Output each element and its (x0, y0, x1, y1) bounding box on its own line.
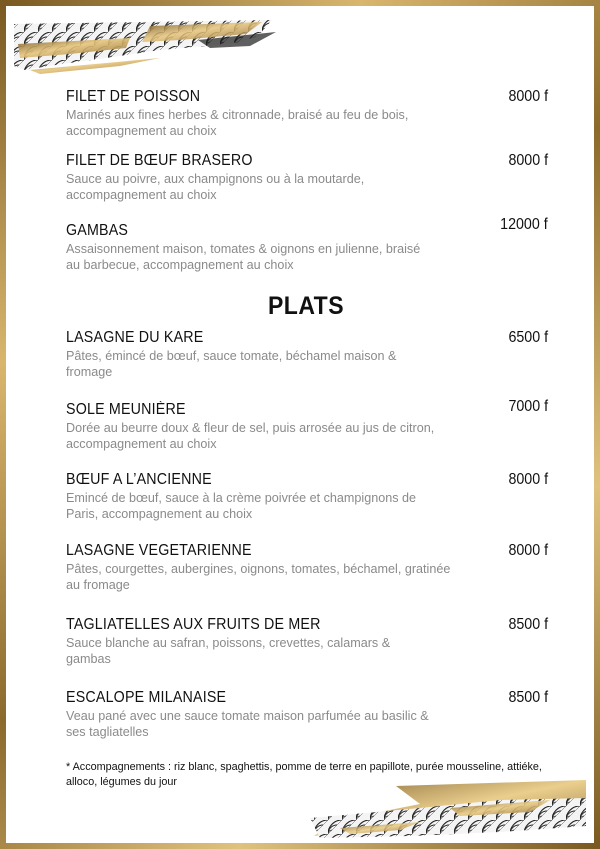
item-name: BŒUF A L’ANCIENNE (66, 471, 212, 488)
item-name: FILET DE BŒUF BRASERO (66, 152, 253, 169)
item-name: LASAGNE DU KARE (66, 329, 204, 346)
item-description: Pâtes, émincé de bœuf, sauce tomate, béchamel maison & fromage (66, 349, 397, 379)
item-price: 8000 f (508, 471, 548, 488)
item-price: 6500 f (508, 329, 548, 346)
item-name: TAGLIATELLES AUX FRUITS DE MER (66, 616, 321, 633)
item-description: Dorée au beurre doux & fleur de sel, puis arrosée au jus de citron, accompagnement au choix (66, 421, 435, 451)
item-price: 12000 f (500, 216, 548, 233)
gold-fan-ornament-top-icon (10, 18, 280, 76)
item-description: Veau pané avec une sauce tomate maison parfumée au basilic & ses tagliatelles (66, 709, 429, 739)
item-description: Assaisonnement maison, tomates & oignons en julienne, braisé au barbecue, accompagnement au choix (66, 242, 421, 272)
item-description: Sauce blanche au safran, poissons, crevettes, calamars & gambas (66, 636, 391, 666)
item-description: Emincé de bœuf, sauce à la crème poivrée et champignons de Paris, accompagnement au choix (66, 491, 417, 521)
item-description: Pâtes, courgettes, aubergines, oignons, tomates, béchamel, gratinée au fromage (66, 562, 451, 592)
item-name: LASAGNE VEGETARIENNE (66, 542, 252, 559)
footnote: * Accompagnements : riz blanc, spaghettis, pomme de terre en papillote, purée mousseline, attiéke, alloco, légumes du jour (66, 761, 542, 788)
item-name: SOLE MEUNIÈRE (66, 401, 186, 418)
item-price: 8000 f (508, 542, 548, 559)
item-price: 8500 f (508, 689, 548, 706)
item-name: FILET DE POISSON (66, 88, 201, 105)
item-price: 7000 f (508, 398, 548, 415)
section-title: PLATS (268, 292, 344, 320)
item-price: 8500 f (508, 616, 548, 633)
item-price: 8000 f (508, 88, 548, 105)
item-description: Sauce au poivre, aux champignons ou à la moutarde, accompagnement au choix (66, 172, 365, 202)
item-name: GAMBAS (66, 222, 129, 239)
item-price: 8000 f (508, 152, 548, 169)
item-description: Marinés aux fines herbes & citronnade, braisé au feu de bois, accompagnement au choix (66, 108, 409, 138)
item-name: ESCALOPE MILANAISE (66, 689, 227, 706)
